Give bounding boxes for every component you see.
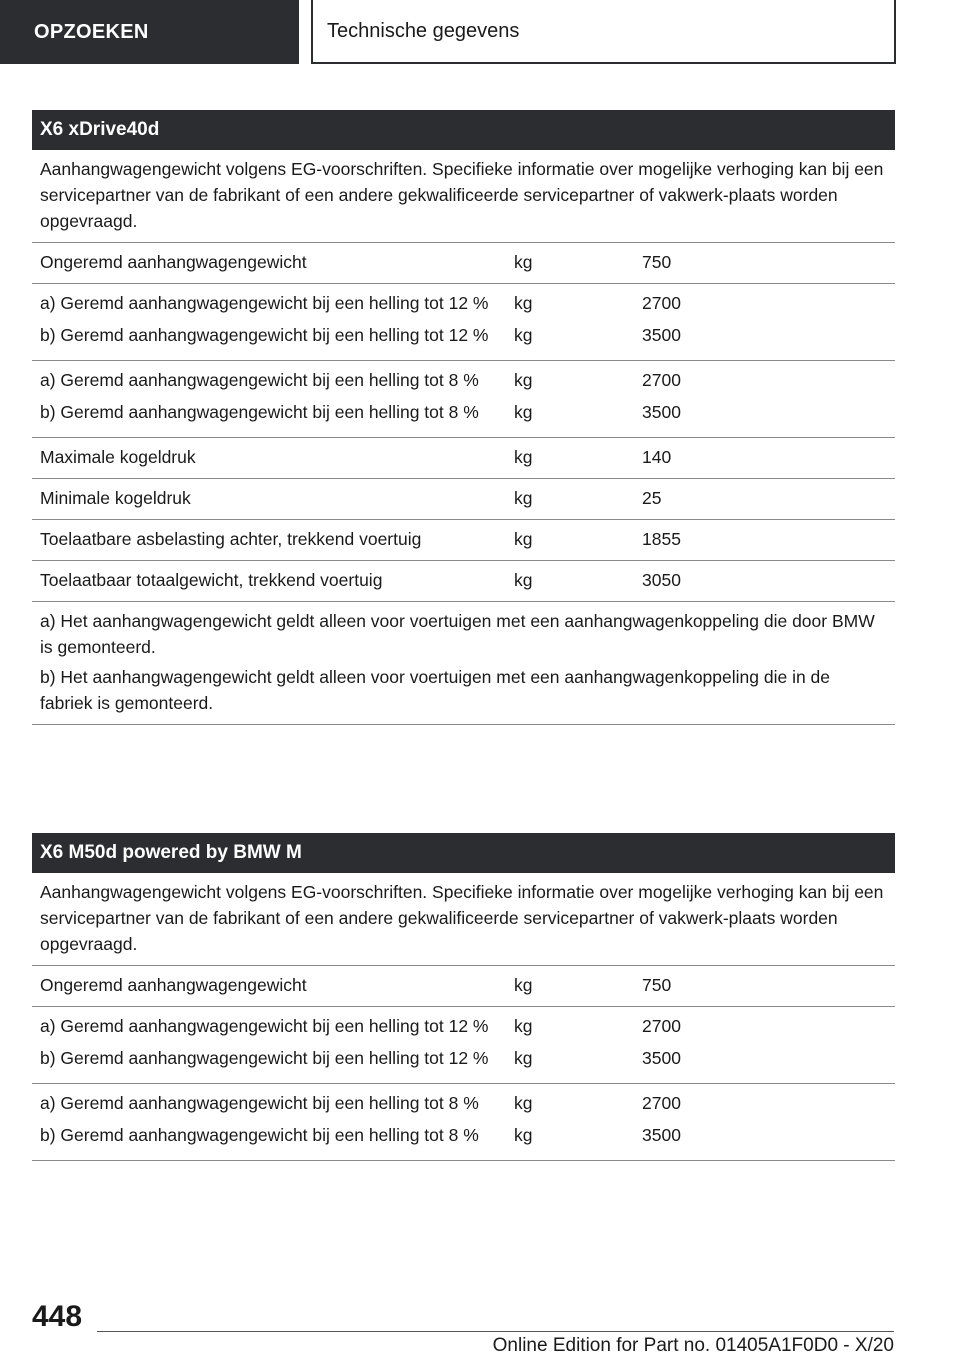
spec-value-line: 2700 [642, 370, 681, 390]
spec-unit-line: kg [514, 488, 533, 508]
table-row [32, 1084, 895, 1161]
spec-unit [506, 284, 634, 360]
table-row [32, 520, 895, 561]
section-title: X6 M50d powered by BMW M [32, 833, 895, 873]
table-row [32, 561, 895, 602]
spec-unit [506, 1007, 634, 1083]
spec-unit-line: kg [514, 529, 533, 549]
spec-label [32, 438, 506, 478]
table-row [32, 284, 895, 361]
spec-value-line: 2700 [642, 293, 681, 313]
footnotes [32, 602, 895, 725]
footnote: b) Het aanhangwagengewicht geldt alleen voor voertuigen met een aanhangwagenkoppeling die in de fabriek is gemonteerd. [40, 667, 831, 713]
spec-label-line: Toelaatbaar totaalgewicht, trekkend voertuig [40, 570, 383, 590]
spec-unit-line: kg [514, 1125, 533, 1145]
spec-label [32, 561, 506, 601]
spec-value [634, 438, 895, 478]
spec-label-line: Ongeremd aanhangwagengewicht [40, 252, 307, 272]
spec-unit-line: kg [514, 975, 533, 995]
edition-note: Online Edition for Part no. 01405A1F0D0 - X/20 [492, 1335, 894, 1356]
footer-divider [97, 1331, 894, 1332]
spec-unit [506, 966, 634, 1006]
spec-unit [506, 243, 634, 283]
spec-unit [506, 520, 634, 560]
spec-table [32, 966, 895, 1161]
spec-label [32, 479, 506, 519]
spec-value-line: 140 [642, 447, 672, 467]
section-intro: Aanhangwagengewicht volgens EG-voorschriften. Specifieke informatie over mogelijke verhoging kan bij een servicepartner van de fabrikant of een andere gekwalificeerde servicepartner of vakwerk-plaats worden opgevraagd. [32, 873, 895, 966]
spec-unit [506, 438, 634, 478]
spec-label [32, 284, 506, 360]
spec-value-line: 25 [642, 488, 662, 508]
page-header [0, 0, 960, 66]
spec-label-line: b) Geremd aanhangwagengewicht bij een helling tot 12 % [40, 325, 489, 345]
spec-unit [506, 1084, 634, 1160]
spec-value [634, 284, 895, 360]
spec-label-line: Ongeremd aanhangwagengewicht [40, 975, 307, 995]
spec-label-line: b) Geremd aanhangwagengewicht bij een helling tot 12 % [40, 1048, 489, 1068]
spec-value-line: 3500 [642, 402, 681, 422]
spec-label-line: b) Geremd aanhangwagengewicht bij een helling tot 8 % [40, 402, 479, 422]
spec-label-line: a) Geremd aanhangwagengewicht bij een helling tot 8 % [40, 370, 479, 390]
spec-value [634, 479, 895, 519]
spec-value [634, 520, 895, 560]
spec-label-line: Minimale kogeldruk [40, 488, 191, 508]
spec-unit [506, 561, 634, 601]
spec-value-line: 3050 [642, 570, 681, 590]
spec-value-line: 750 [642, 975, 672, 995]
spec-table [32, 243, 895, 602]
spec-label-line: b) Geremd aanhangwagengewicht bij een helling tot 8 % [40, 1125, 479, 1145]
table-row [32, 1007, 895, 1084]
table-row [32, 438, 895, 479]
spec-unit-line: kg [514, 293, 533, 313]
spec-value-line: 3500 [642, 1048, 681, 1068]
spec-unit-line: kg [514, 570, 533, 590]
table-row [32, 243, 895, 284]
spec-value-line: 750 [642, 252, 672, 272]
spec-value-line: 2700 [642, 1093, 681, 1113]
spec-section-x6-m50d [32, 833, 895, 1161]
spec-label [32, 1007, 506, 1083]
spec-unit-line: kg [514, 1093, 533, 1113]
spec-value [634, 243, 895, 283]
table-row [32, 361, 895, 438]
spec-value [634, 561, 895, 601]
spec-value-line: 1855 [642, 529, 681, 549]
page-footer [0, 1280, 960, 1362]
spec-value-line: 3500 [642, 1125, 681, 1145]
spec-label-line: Maximale kogeldruk [40, 447, 196, 467]
spec-unit [506, 361, 634, 437]
spec-value-line: 2700 [642, 1016, 681, 1036]
page-number: 448 [32, 1300, 83, 1333]
table-row [32, 966, 895, 1007]
spec-unit-line: kg [514, 1016, 533, 1036]
spec-unit-line: kg [514, 402, 533, 422]
spec-label [32, 1084, 506, 1160]
spec-label [32, 966, 506, 1006]
spec-unit-line: kg [514, 1048, 533, 1068]
spec-value [634, 1084, 895, 1160]
spec-unit [506, 479, 634, 519]
spec-value [634, 361, 895, 437]
table-row [32, 479, 895, 520]
spec-value [634, 1007, 895, 1083]
section-intro: Aanhangwagengewicht volgens EG-voorschriften. Specifieke informatie over mogelijke verhoging kan bij een servicepartner van de fabrikant of een andere gekwalificeerde servicepartner of vakwerk-plaats worden opgevraagd. [32, 150, 895, 243]
spec-label [32, 243, 506, 283]
spec-label-line: a) Geremd aanhangwagengewicht bij een helling tot 8 % [40, 1093, 479, 1113]
spec-value [634, 966, 895, 1006]
spec-label [32, 520, 506, 560]
spec-unit-line: kg [514, 370, 533, 390]
spec-unit-line: kg [514, 252, 533, 272]
spec-label [32, 361, 506, 437]
footnote: a) Het aanhangwagengewicht geldt alleen voor voertuigen met een aanhangwagenkoppeling die door BMW is gemonteerd. [40, 611, 875, 657]
spec-label-line: a) Geremd aanhangwagengewicht bij een helling tot 12 % [40, 293, 489, 313]
spec-unit-line: kg [514, 325, 533, 345]
spec-label-line: a) Geremd aanhangwagengewicht bij een helling tot 12 % [40, 1016, 489, 1036]
spec-section-x6-xdrive40d [32, 110, 895, 725]
section-tab-opzoeken[interactable]: OPZOEKEN [0, 0, 299, 64]
spec-value-line: 3500 [642, 325, 681, 345]
spec-label-line: Toelaatbare asbelasting achter, trekkend voertuig [40, 529, 422, 549]
spec-unit-line: kg [514, 447, 533, 467]
section-title: X6 xDrive40d [32, 110, 895, 150]
chapter-title: Technische gegevens [311, 0, 896, 64]
